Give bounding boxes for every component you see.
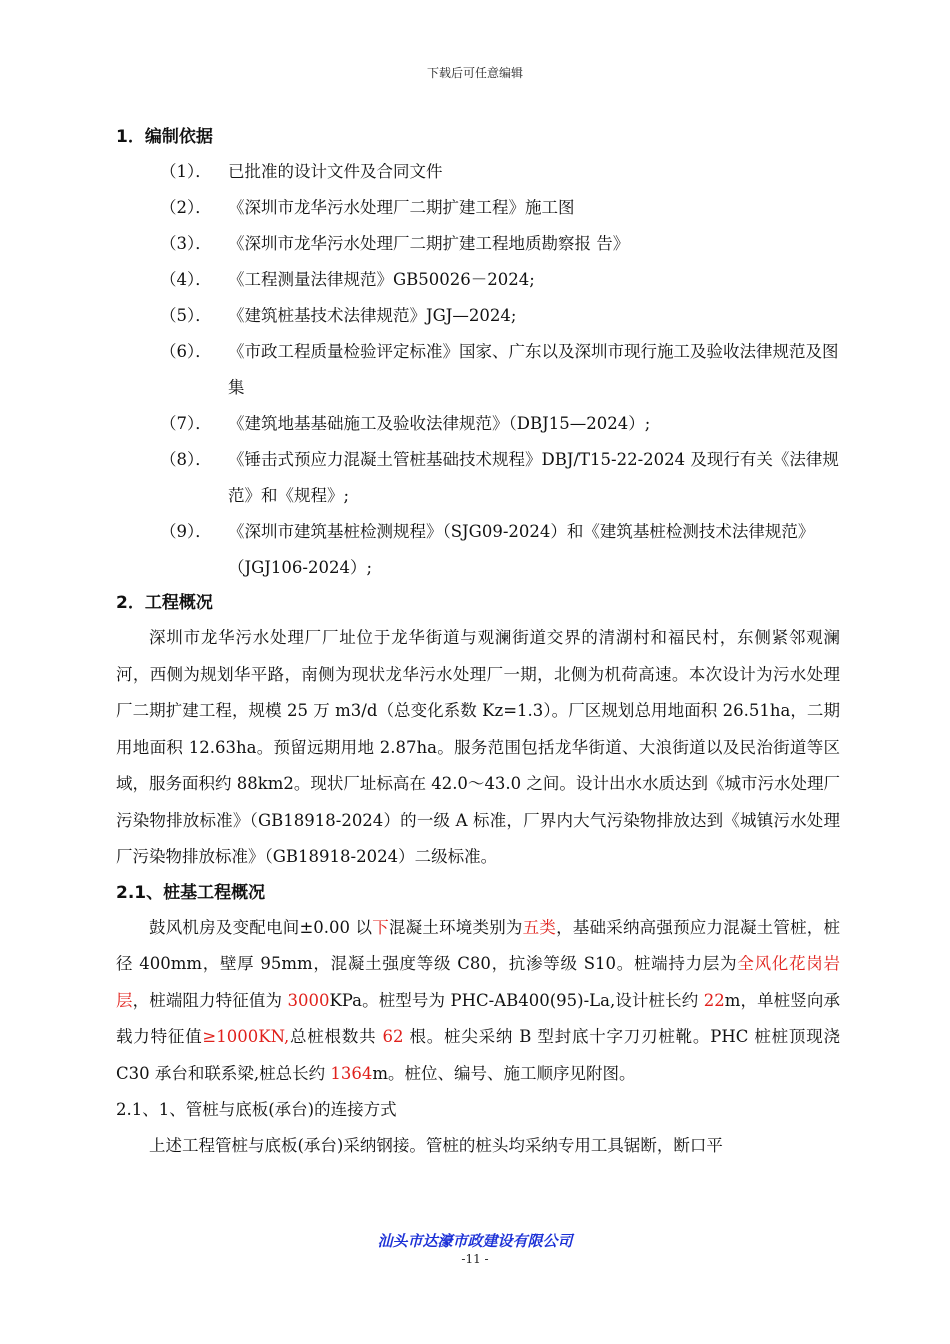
section-2-1-title: 2.1、桩基工程概况 [116, 882, 266, 903]
page-header: 下载后可任意编辑 [426, 66, 523, 80]
reference-item: （9）． 《深圳市建筑基桩检测规程》（SJG09-2024）和《建筑基桩检测技术法律规范》（JGJ106-2024）; [160, 522, 815, 577]
section-2-1-1-title: 2.1、1、管桩与底板(承台)的连接方式 [116, 1100, 397, 1119]
reference-item: （5）． 《建筑桩基技术法律规范》JGJ—2024; [160, 306, 517, 325]
section-1-title: 1．编制依据 [116, 127, 213, 147]
company-footer: 汕头市达濠市政建设有限公司 [377, 1232, 573, 1250]
document-body [116, 120, 840, 1165]
reference-item: （1）． 已批准的设计文件及合同文件 [160, 162, 443, 181]
page-number: -11 - [461, 1252, 489, 1266]
connection-paragraph: 上述工程管桩与底板(承台)采纳钢接。管桩的桩头均采纳专用工具锯断，断口平 [149, 1136, 723, 1155]
reference-item: （6）． 《市政工程质量检验评定标准》国家、广东以及深圳市现行施工及验收法律规范及图集 [160, 342, 839, 397]
section-2-title: 2．工程概况 [116, 593, 213, 613]
reference-item: （8）． 《锤击式预应力混凝土管桩基础技术规程》DBJ/T15-22-2024 及现行有关《法律规范》和《规程》; [160, 450, 839, 505]
reference-item: （4）． 《工程测量法律规范》GB50026－2024; [160, 270, 535, 289]
reference-list [116, 154, 840, 586]
reference-item: （3）． 《深圳市龙华污水处理厂二期扩建工程地质勘察报 告》 [160, 234, 630, 253]
reference-item: （2）． 《深圳市龙华污水处理厂二期扩建工程》施工图 [160, 198, 575, 217]
reference-item: （7）． 《建筑地基基础施工及验收法律规范》（DBJ15—2024）; [160, 414, 651, 433]
pile-overview-paragraph: 鼓风机房及变配电间±0.00 以下混凝土环境类别为五类，基础采纳高强预应力混凝土管桩，桩径 400mm，壁厚 95mm，混凝土强度等级 C80，抗渗等级 S10。桩端持力层为全风化花岗岩层，桩端阻力特征值为 3000KPa。桩型号为 PHC-AB400(95)-La,设计桩长约 22m，单桩竖向承载力特征值≥1000KN,总桩根数共 62 根。桩尖采纳 B 型封底十字刀刃桩靴。PHC 桩桩顶现浇 C30 承台和联系梁,桩总长约 1364m。桩位、编号、施工顺序见附图。 [116, 917, 841, 1083]
project-overview-paragraph: 深圳市龙华污水处理厂厂址位于龙华街道与观澜街道交界的清湖村和福民村，东侧紧邻观澜河，西侧为规划华平路，南侧为现状龙华污水处理厂一期，北侧为机荷高速。本次设计为污水处理厂二期扩建工程，规模 25 万 m3/d（总变化系数 Kz=1.3）。厂区规划总用地面积 26.51ha，二期用地面积 12.63ha。预留远期用地 2.87ha。服务范围包括龙华街道、大浪街道以及民治街道等区域，服务面积约 88km2。现状厂址标高在 42.0～43.0 之间。设计出水水质达到《城市污水处理厂污染物排放标准》（GB18918-2024）的一级 A 标准，厂界内大气污染物排放达到《城镇污水处理厂污染物排放标准》（GB18918-2024）二级标准。 [116, 628, 840, 866]
